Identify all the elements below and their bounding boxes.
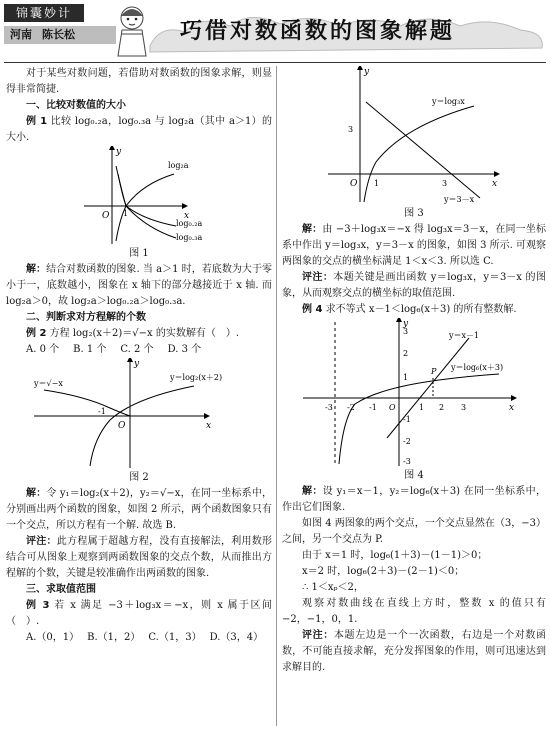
ex4-solution-2: 如图 4 两图象的两个交点，一个交点显然在（3，−3）之间，另一个交点为 P. [282,518,546,545]
fig1-label-log02: log₀.₂a [176,219,203,228]
fig2-x-label: x [206,421,212,431]
column-divider [276,66,277,726]
fig2-y-label: y [134,359,140,369]
ex4-comment-label: 评注： [302,630,334,641]
fig4-tick-x3: 3 [461,403,467,412]
ex2-question: 方程 log₂(x＋2)＝√−x 的实数解有（ ）. [49,328,240,339]
fig4-y-label: y [403,319,409,329]
section-2-heading: 二、判断求对方程解的个数 [26,312,146,323]
fig1-y-label: y [116,147,122,157]
fig4-tick-x1: 1 [419,403,425,412]
fig3-y-label: y [364,67,370,77]
ex2-solution-label: 解： [26,488,47,499]
fig4-tick-x2: 2 [439,403,445,412]
figure-1 [64,146,214,246]
ex2-comment: 此方程属于超越方程，没有直接解法，利用数形结合可从图象上观察到两函数图象的交点个数，从而推出方程解的个数，关键是较准确作出两函数的图象. [6,536,273,579]
fig4-point-p: P [431,367,437,376]
fig1-curve-log2 [116,174,174,241]
fig2-label-log: y＝log₂(x＋2) [170,373,223,382]
ex4-solution-5: ∴ 1＜xₚ＜2， [302,582,364,593]
ex4-label: 例 4 [302,304,323,315]
ex1-label: 例 1 [26,116,48,127]
byline [4,26,116,44]
ex4-solution-label: 解： [302,486,323,497]
fig1-caption: 图 1 [129,248,149,259]
fig4-curve-log6 [339,374,499,464]
fig2-origin: O [118,421,126,431]
ex3-option-a: A.（0，1） [26,632,80,643]
author-name: 陈长松 [42,28,75,41]
figure-2 [24,358,254,470]
ex3-option-c: C.（1，3） [148,632,202,643]
fig1-label-log2: log₂a [168,161,189,170]
fig4-tick-y2: 2 [403,349,409,358]
ex2-solution: 令 y₁＝log₂(x＋2)，y₂＝√−x，在同一坐标系中，分别画出两个函数的图象，如图 2 所示，两个函数图象只有一个交点，所以方程有一个解. 故选 B. [6,488,273,531]
fig3-tick-x3: 3 [442,179,448,188]
ex3-comment: 本题关键是画出函数 y＝log₃x，y＝3－x 的图象，从而观察交点的横坐标的取值范围. [282,272,546,299]
fig1-x-label: x [184,211,190,221]
fig4-tick-y1: 1 [403,373,409,382]
ex4-solution-6: 观察对数曲线在直线上方时，整数 x 的值只有 −2，−1，0，1. [282,598,546,625]
figure-4 [299,318,529,468]
author-region: 河南 [10,28,32,41]
ex4-solution-3: 由于 x＝1 时，log₆(1＋3)－(1－1)＞0； [302,550,488,561]
fig4-tick-yn3: -3 [403,457,411,466]
figure-3 [324,66,504,206]
header-rule [4,62,546,63]
fig3-line [366,102,480,198]
ex3-question: 若 x 满足 −3＋log₃x＝−x，则 x 属于区间（ ）. [6,600,273,627]
fig3-x-label: x [492,179,498,189]
column-tag: 锦囊妙计 [4,4,84,22]
fig4-tick-xn1: -1 [369,403,377,412]
ex2-options [6,342,272,358]
fig4-tick-yn1: -1 [403,415,411,424]
fig3-origin: O [350,179,358,189]
ex3-comment-label: 评注： [302,272,334,283]
ex4-question: 求不等式 x－1＜log₆(x＋3) 的所有整数解. [325,304,517,315]
ex2-option-c: C. 2 个 [120,344,154,355]
ex2-label: 例 2 [26,328,47,339]
fig3-label-line: y＝3－x [444,195,475,204]
section-1-heading: 一、比较对数值的大小 [26,100,126,111]
ex3-label: 例 3 [26,600,50,611]
fig3-caption: 图 3 [404,208,424,219]
ex3-option-b: B.（1，2） [87,632,141,643]
right-column [282,66,546,676]
ex3-option-d: D.（3，4） [209,632,264,643]
ex3-options [6,630,272,646]
fig4-tick-xn2: -2 [347,403,355,412]
intro-text: 对于某些对数问题，若借助对数函数的图象求解，则显得非常简捷. [6,68,272,95]
fig2-tick-neg1: -1 [98,407,106,416]
fig4-x-label: x [509,403,515,413]
fig1-curve-log02 [118,174,176,226]
fig1-tick-1: 1 [123,209,129,218]
ex1-question: 比较 log₀.₂a，log₀.₃a 与 log₂a（其中 a＞1）的大小. [6,116,273,143]
ex1-solution: 结合对数函数的图象. 当 a＞1 时，若底数为大于零小于一，底数越小，图象在 x 轴下的部分越接近于 x 轴. 而 log₂a＞0，故 log₂a＞log₀.₂a＞log₀.₃a. [6,264,273,307]
ex2-option-b: B. 1 个 [73,344,107,355]
fig4-tick-yn2: -2 [403,437,411,446]
ex4-solution-4: x＝2 时，log₆(2＋3)－(2－1)＜0； [302,566,465,577]
ex4-solution-1: 设 y₁＝x－1，y₂＝log₆(x＋3) 在同一坐标系中，作出它们图象. [282,486,547,513]
fig3-tick-y3: 3 [348,125,354,134]
fig2-caption: 图 2 [129,472,149,483]
ex2-option-a: A. 0 个 [26,344,60,355]
ex1-solution-label: 解： [26,264,47,275]
fig1-origin: O [102,211,110,221]
ex3-solution-label: 解： [302,224,323,235]
ex2-comment-label: 评注： [26,536,57,547]
fig3-curve-log3 [364,106,474,202]
fig4-origin: O [389,403,396,412]
section-3-heading: 三、求取值范围 [26,584,96,595]
ex2-option-d: D. 3 个 [167,344,202,355]
fig4-label-line: y＝x－1 [449,331,480,340]
fig4-label-log6: y＝log₆(x＋3) [451,363,504,372]
ex4-comment: 本题左边是一个一次函数，右边是一个对数函数，不可能直接求解，充分发挥图象的作用，则可迅速达到求解目的. [282,630,547,673]
fig4-tick-y3: 3 [403,327,409,336]
header [0,0,550,62]
fig2-curve-sqrt [44,390,130,416]
fig4-tick-xn3: -3 [325,403,333,412]
fig1-label-log03: log₀.₃a [176,233,203,242]
article-title: 巧借对数函数的图象解题 [180,19,456,44]
fig3-tick-x1: 1 [374,179,380,188]
fig2-label-sqrt: y＝√−x [34,379,63,388]
left-column [6,66,272,646]
fig4-caption: 图 4 [404,470,424,481]
ex3-solution: 由 −3＋log₃x＝−x 得 log₃x＝3－x，在同一坐标系中作出 y＝log₃x，y＝3－x 的图象，如图 3 所示. 可观察两图象的交点的横坐标满足 1＜x＜3. 所以选 C. [282,224,547,267]
fig3-label-log3: y＝log₃x [432,97,465,106]
fig2-curve-log [90,386,194,466]
